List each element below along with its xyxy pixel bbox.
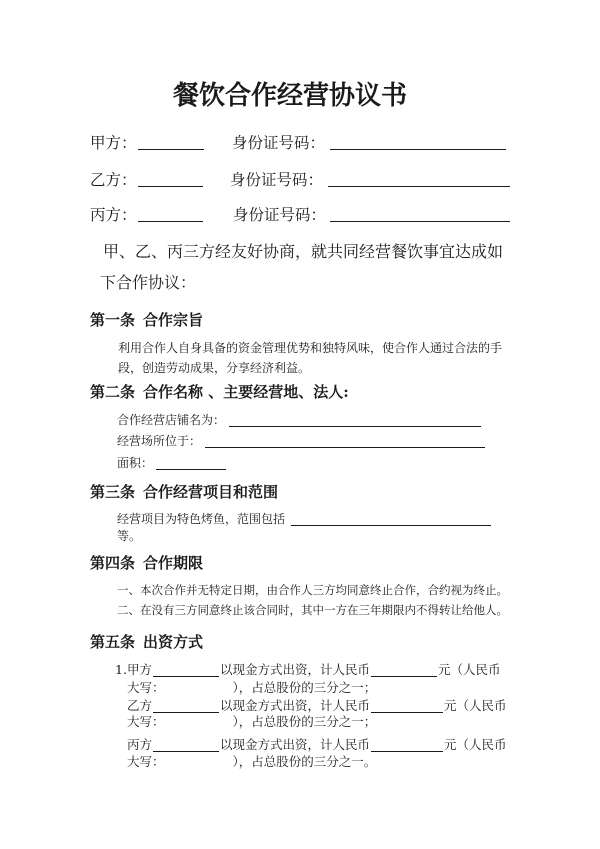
shop-name-field: [117, 413, 481, 427]
party-row-a: [0, 134, 600, 153]
party-row-c: [0, 206, 600, 225]
capital-label: 大写：: [127, 680, 165, 695]
contributor-name-blank: [153, 702, 219, 713]
contribution-row-a: [115, 662, 500, 677]
id-number-blank: [330, 206, 510, 222]
location-blank: [205, 437, 485, 448]
article-title: 合作经营项目和范围: [143, 483, 279, 501]
article-number: 第二条: [90, 383, 136, 401]
party-label: 甲方：: [90, 134, 137, 152]
article-1-body-line-2: 段，创造劳动成果，分享经济利益。: [118, 361, 311, 375]
area-label: 面积：: [117, 456, 154, 470]
amount-blank: [371, 741, 443, 752]
contributor-party: 甲方: [126, 662, 152, 677]
amount-blank: [371, 666, 437, 677]
party-label: 丙方：: [90, 206, 137, 224]
id-number-label: 身份证号码：: [233, 206, 327, 224]
share-text: ），占总股份的三分之一；: [232, 714, 377, 729]
article-number: 第三条: [90, 483, 136, 501]
intro-line-1: 甲、乙、丙三方经友好协商，就共同经营餐饮事宜达成如: [103, 242, 504, 261]
capital-row-c: [127, 754, 376, 769]
id-number-label: 身份证号码：: [232, 134, 326, 152]
business-scope-field: [117, 512, 491, 526]
contributor-party: 乙方: [127, 698, 153, 713]
capital-label: 大写：: [127, 714, 165, 729]
location-field: [117, 434, 485, 448]
party-name-blank: [138, 171, 203, 187]
article-4-heading: [90, 554, 203, 572]
id-number-blank: [330, 134, 506, 150]
article-title: 合作期限: [143, 554, 204, 572]
contributor-name-blank: [153, 666, 219, 677]
article-1-body-line-1: 利用合作人自身具备的资金管理优势和独特风味，使合作人通过合法的手: [118, 341, 503, 355]
area-field: [117, 456, 226, 470]
amount-unit: 元（人民币: [444, 698, 507, 713]
article-title: 合作宗旨: [143, 311, 204, 329]
amount-unit: 元（人民币: [437, 662, 501, 677]
article-2-heading: [90, 383, 349, 401]
article-number: 第五条: [90, 633, 136, 651]
contribution-method: 以现金方式出资，计人民币: [220, 698, 371, 713]
article-title: 合作名称 、主要经营地、法人:: [143, 383, 349, 401]
article-title: 出资方式: [143, 633, 204, 651]
term-clause-1: 一、本次合作并无特定日期，由合作人三方均同意终止合作，合约视为终止。: [117, 583, 508, 597]
contribution-method: 以现金方式出资，计人民币: [220, 737, 371, 752]
contribution-method: 以现金方式出资，计人民币: [219, 662, 370, 677]
document-title: 餐饮合作经营协议书: [173, 81, 408, 111]
amount-unit: 元（人民币: [444, 737, 507, 752]
business-scope-end: 等。: [117, 529, 142, 543]
business-scope-blank: [291, 515, 491, 526]
contributor-name-blank: [153, 741, 219, 752]
shop-name-blank: [229, 416, 481, 427]
article-number: 第一条: [90, 311, 136, 329]
business-scope-label: 经营项目为特色烤鱼，范围包括: [117, 512, 286, 526]
item-number: 1.: [115, 662, 127, 677]
capital-row-b: [127, 714, 376, 729]
party-row-b: [0, 171, 600, 190]
capital-label: 大写：: [127, 754, 165, 769]
term-clause-2: 二、在没有三方同意终止该合同时，其中一方在三年期限内不得转让给他人。: [117, 603, 508, 617]
article-3-heading: [90, 483, 278, 501]
capital-amount-space: [165, 765, 233, 766]
capital-amount-space: [165, 691, 233, 692]
shop-name-label: 合作经营店铺名为：: [117, 413, 226, 427]
capital-amount-space: [165, 725, 233, 726]
party-name-blank: [138, 134, 204, 150]
article-5-heading: [90, 633, 203, 651]
contribution-row-c: [127, 737, 507, 752]
intro-line-2: 下合作协议：: [100, 273, 197, 292]
id-number-label: 身份证号码：: [230, 171, 324, 189]
id-number-blank: [328, 171, 510, 187]
article-number: 第四条: [90, 554, 136, 572]
amount-blank: [371, 702, 443, 713]
article-1-heading: [90, 311, 203, 329]
party-name-blank: [138, 206, 203, 222]
contributor-party: 丙方: [127, 737, 153, 752]
contribution-row-b: [127, 698, 507, 713]
share-text: ），占总股份的三分之一。: [232, 754, 377, 769]
party-label: 乙方：: [90, 171, 137, 189]
area-blank: [156, 459, 226, 470]
share-text: ），占总股份的三分之一；: [232, 680, 377, 695]
location-label: 经营场所位于：: [117, 434, 202, 448]
capital-row-a: [127, 680, 376, 695]
